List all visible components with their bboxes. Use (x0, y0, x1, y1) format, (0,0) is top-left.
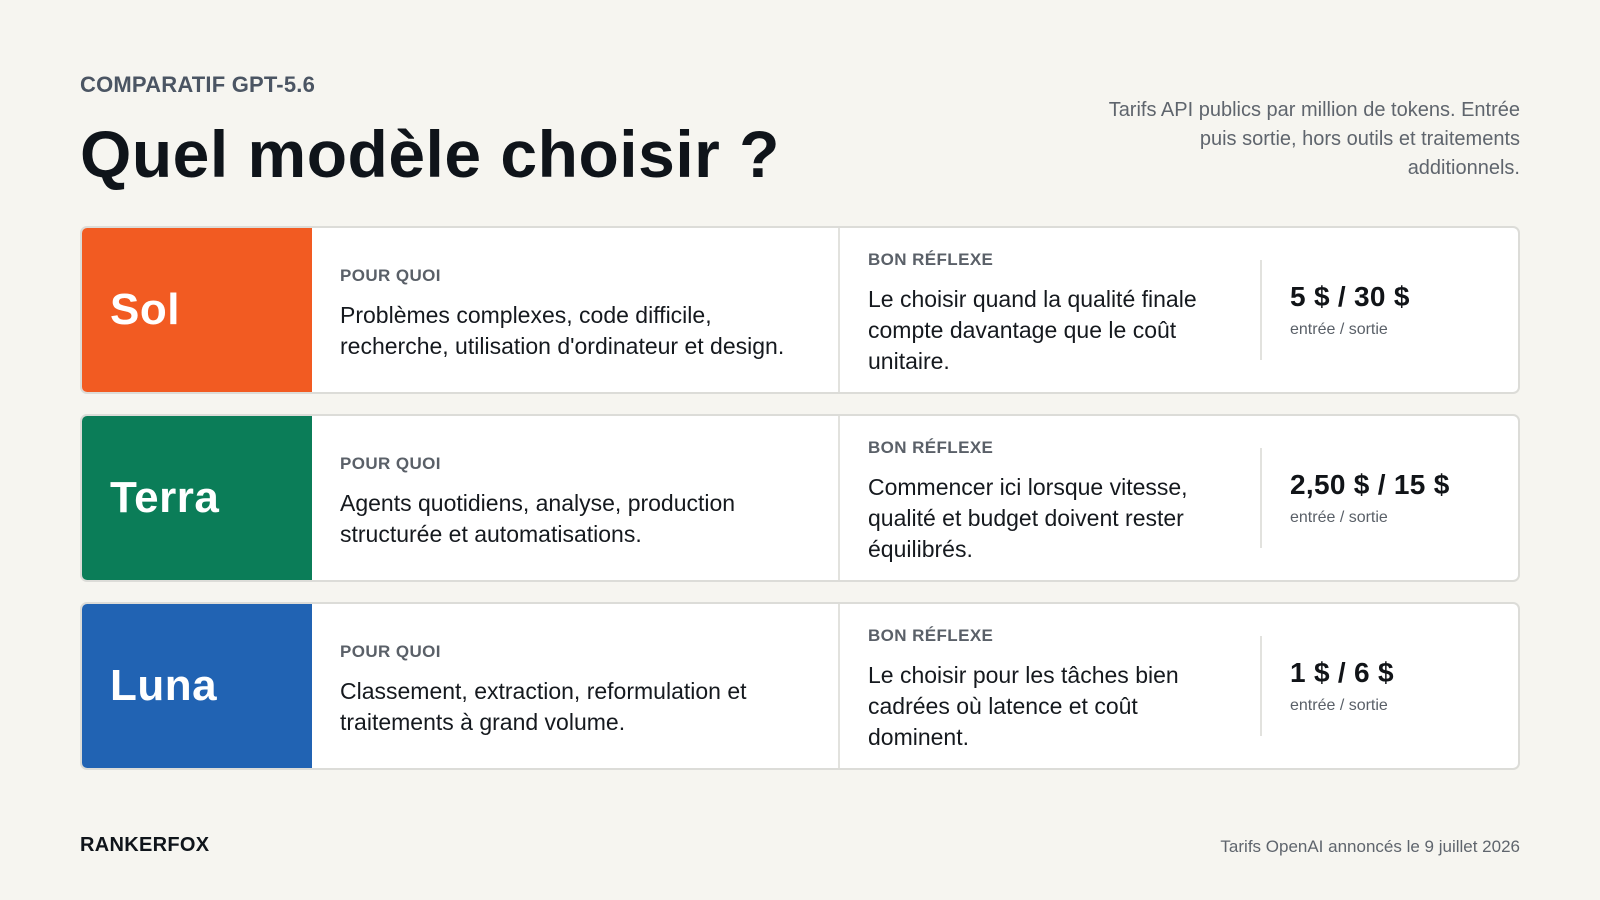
advice-label: BON RÉFLEXE (868, 250, 994, 269)
price-caption: entrée / sortie (1290, 697, 1388, 714)
price-column (1262, 604, 1518, 768)
model-name: Terra (110, 473, 220, 522)
price-column (1262, 416, 1518, 580)
model-swatch (82, 228, 312, 392)
pricing-note: Tarifs API publics par million de tokens. Entrée puis sortie, hors outils et traitements additionnels. (1108, 99, 1520, 179)
use-case-text: Problèmes complexes, code difficile, recherche, utilisation d'ordinateur et design. (340, 302, 785, 359)
use-case-column (312, 416, 840, 580)
advice-text: Le choisir quand la qualité finale compte davantage que le coût unitaire. (868, 286, 1197, 374)
page-title: Quel modèle choisir ? (80, 117, 780, 191)
use-case-label: POUR QUOI (340, 642, 441, 661)
advice-column (840, 604, 1260, 768)
model-card-luna (80, 602, 1520, 770)
model-swatch (82, 604, 312, 768)
price-caption: entrée / sortie (1290, 509, 1388, 526)
advice-label: BON RÉFLEXE (868, 626, 994, 645)
advice-text: Commencer ici lorsque vitesse, qualité et budget doivent rester équilibrés. (868, 474, 1188, 562)
advice-column (840, 416, 1260, 580)
model-name: Sol (110, 285, 180, 334)
advice-label: BON RÉFLEXE (868, 438, 994, 457)
source-note: Tarifs OpenAI annoncés le 9 juillet 2026 (1220, 837, 1520, 856)
advice-text: Le choisir pour les tâches bien cadrées où latence et coût dominent. (868, 662, 1179, 750)
model-card-terra (80, 414, 1520, 582)
use-case-column (312, 604, 840, 768)
model-name: Luna (110, 661, 218, 710)
price-column (1262, 228, 1518, 392)
price-value: 1 $ / 6 $ (1290, 657, 1394, 688)
price-value: 2,50 $ / 15 $ (1290, 469, 1450, 500)
use-case-label: POUR QUOI (340, 454, 441, 473)
eyebrow: COMPARATIF GPT-5.6 (80, 72, 316, 97)
model-card-sol (80, 226, 1520, 394)
advice-column (840, 228, 1260, 392)
use-case-text: Classement, extraction, reformulation et traitements à grand volume. (340, 678, 747, 735)
use-case-text: Agents quotidiens, analyse, production structurée et automatisations. (340, 490, 736, 547)
price-value: 5 $ / 30 $ (1290, 281, 1410, 312)
model-swatch (82, 416, 312, 580)
price-caption: entrée / sortie (1290, 321, 1388, 338)
brand-logo: RANKERFOX (80, 834, 210, 856)
use-case-column (312, 228, 840, 392)
model-cards (80, 226, 1520, 790)
use-case-label: POUR QUOI (340, 266, 441, 285)
